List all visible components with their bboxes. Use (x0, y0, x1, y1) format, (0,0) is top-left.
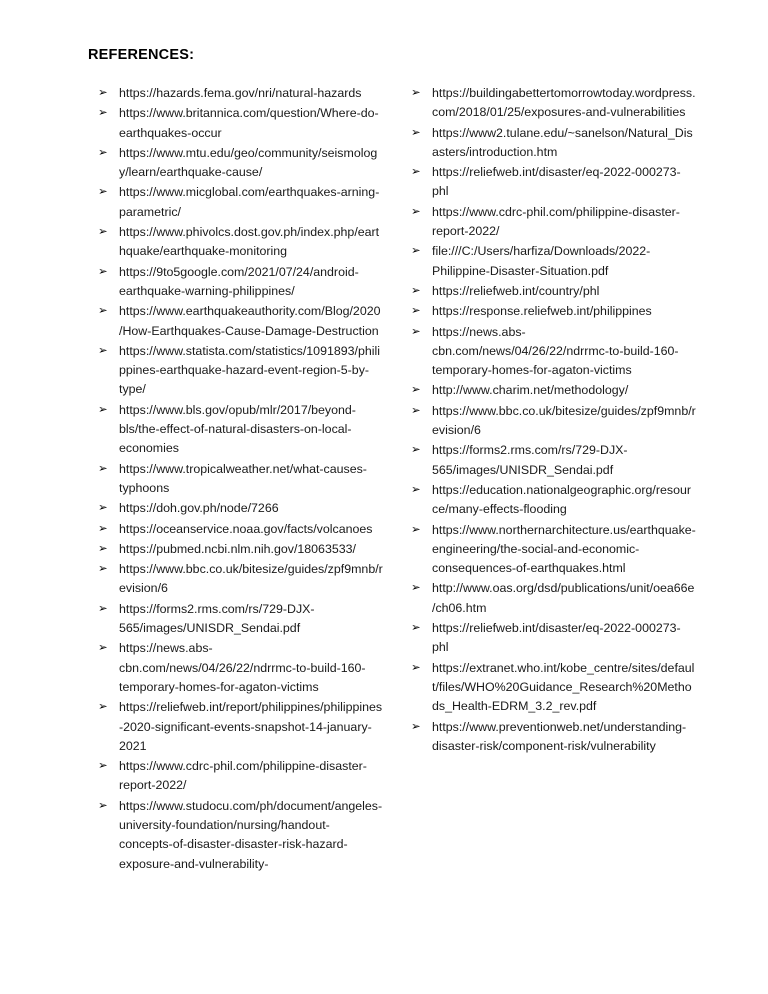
reference-item (401, 521, 696, 579)
arrow-bullet-icon: ➢ (98, 760, 108, 773)
reference-item (88, 183, 383, 222)
reference-link[interactable]: https://oceanservice.noaa.gov/facts/volcanoes (119, 521, 373, 536)
reference-link[interactable]: https://www.micglobal.com/earthquakes-arning-parametric/ (119, 185, 380, 219)
reference-item (401, 163, 696, 202)
reference-item (88, 540, 383, 559)
arrow-bullet-icon: ➢ (411, 720, 421, 733)
arrow-bullet-icon: ➢ (411, 166, 421, 179)
reference-item (88, 639, 383, 697)
reference-link[interactable]: https://www2.tulane.edu/~sanelson/Natural_Disasters/introduction.htm (432, 125, 693, 159)
reference-link[interactable]: https://www.bbc.co.uk/bitesize/guides/zpf9mnb/revision/6 (119, 562, 383, 596)
arrow-bullet-icon: ➢ (411, 205, 421, 218)
reference-item (88, 84, 383, 103)
arrow-bullet-icon: ➢ (411, 284, 421, 297)
reference-item (401, 84, 696, 123)
arrow-bullet-icon: ➢ (411, 523, 421, 536)
reference-link[interactable]: https://www.bbc.co.uk/bitesize/guides/zpf9mnb/revision/6 (432, 403, 696, 438)
arrow-bullet-icon: ➢ (411, 444, 421, 457)
references-column-right (401, 84, 696, 875)
reference-item (401, 203, 696, 242)
reference-item (88, 104, 383, 143)
arrow-bullet-icon: ➢ (411, 384, 421, 397)
reference-item (401, 124, 696, 163)
reference-item (401, 718, 696, 757)
reference-list-left (88, 84, 383, 874)
reference-item (88, 302, 383, 341)
arrow-bullet-icon: ➢ (98, 107, 108, 120)
reference-link[interactable]: https://doh.gov.ph/node/7266 (119, 501, 279, 516)
reference-link[interactable]: https://www.statista.com/statistics/1091893/philippines-earthquake-hazard-event-region-5-by-type/ (119, 343, 381, 397)
reference-link[interactable]: https://news.abs-cbn.com/news/04/26/22/ndrrmc-to-build-160-temporary-homes-for-agaton-victims (119, 641, 366, 694)
arrow-bullet-icon: ➢ (98, 602, 108, 615)
reference-link[interactable]: https://buildingabettertomorrowtoday.wordpress.com/2018/01/25/exposures-and-vulnerabilities (432, 86, 696, 120)
arrow-bullet-icon: ➢ (411, 126, 421, 139)
reference-item (88, 263, 383, 302)
reference-item (401, 481, 696, 520)
reference-link[interactable]: https://hazards.fema.gov/nri/natural-hazards (119, 86, 362, 100)
reference-item (401, 242, 696, 281)
reference-link[interactable]: https://www.studocu.com/ph/document/angeles-university-foundation/nursing/handout-concepts-of-disaster-disaster-risk-hazard-exposure-and-vulnerability- (119, 798, 383, 871)
arrow-bullet-icon: ➢ (98, 502, 108, 515)
reference-link[interactable]: https://forms2.rms.com/rs/729-DJX-565/images/UNISDR_Sendai.pdf (119, 601, 315, 636)
reference-link[interactable]: https://pubmed.ncbi.nlm.nih.gov/18063533/ (119, 541, 356, 556)
arrow-bullet-icon: ➢ (411, 404, 421, 417)
reference-item (88, 144, 383, 183)
reference-link[interactable]: https://www.preventionweb.net/understanding-disaster-risk/component-risk/vulnerability (432, 719, 687, 753)
reference-item (88, 698, 383, 756)
reference-item (88, 560, 383, 599)
arrow-bullet-icon: ➢ (98, 403, 108, 416)
arrow-bullet-icon: ➢ (98, 642, 108, 655)
arrow-bullet-icon: ➢ (98, 186, 108, 199)
reference-link[interactable]: https://news.abs-cbn.com/news/04/26/22/ndrrmc-to-build-160-temporary-homes-for-agaton-victims (432, 324, 679, 378)
arrow-bullet-icon: ➢ (411, 622, 421, 635)
arrow-bullet-icon: ➢ (98, 87, 108, 99)
reference-item (401, 619, 696, 658)
arrow-bullet-icon: ➢ (98, 462, 108, 475)
reference-link[interactable]: https://www.cdrc-phil.com/philippine-disaster-report-2022/ (119, 759, 367, 793)
reference-item (88, 757, 383, 796)
reference-list-right (401, 84, 696, 756)
reference-item (401, 441, 696, 480)
reference-item (401, 282, 696, 301)
reference-link[interactable]: https://extranet.who.int/kobe_centre/sites/default/files/WHO%20Guidance_Research%20Methods_Health-EDRM_3.2_rev.pdf (432, 660, 695, 714)
reference-link[interactable]: https://www.cdrc-phil.com/philippine-disaster-report-2022/ (432, 204, 680, 239)
arrow-bullet-icon: ➢ (98, 701, 108, 714)
references-column-left (88, 84, 383, 875)
reference-link[interactable]: https://reliefweb.int/disaster/eq-2022-000273-phl (432, 621, 681, 655)
reference-item (88, 520, 383, 539)
arrow-bullet-icon: ➢ (98, 305, 108, 318)
reference-item (88, 797, 383, 874)
reference-link[interactable]: https://www.mtu.edu/geo/community/seismology/learn/earthquake-cause/ (119, 145, 378, 180)
reference-link[interactable]: https://education.nationalgeographic.org/resource/many-effects-flooding (432, 482, 691, 517)
reference-link[interactable]: https://www.tropicalweather.net/what-causes-typhoons (119, 461, 367, 495)
reference-link[interactable]: https://reliefweb.int/country/phl (432, 283, 600, 298)
arrow-bullet-icon: ➢ (411, 305, 421, 318)
arrow-bullet-icon: ➢ (411, 325, 421, 338)
reference-item (401, 579, 696, 618)
reference-link[interactable]: http://www.charim.net/methodology/ (432, 383, 629, 398)
reference-link[interactable]: http://www.oas.org/dsd/publications/unit/oea66e/ch06.htm (432, 581, 695, 615)
reference-item (88, 460, 383, 499)
arrow-bullet-icon: ➢ (98, 146, 108, 159)
reference-link[interactable]: https://9to5google.com/2021/07/24/android-earthquake-warning-philippines/ (119, 264, 359, 298)
arrow-bullet-icon: ➢ (98, 542, 108, 555)
reference-link[interactable]: file:///C:/Users/harfiza/Downloads/2022-Philippine-Disaster-Situation.pdf (432, 244, 651, 278)
arrow-bullet-icon: ➢ (411, 582, 421, 595)
arrow-bullet-icon: ➢ (98, 344, 108, 357)
arrow-bullet-icon: ➢ (411, 87, 421, 99)
reference-item (401, 302, 696, 321)
reference-link[interactable]: https://forms2.rms.com/rs/729-DJX-565/images/UNISDR_Sendai.pdf (432, 443, 628, 477)
arrow-bullet-icon: ➢ (98, 563, 108, 576)
reference-item (88, 223, 383, 262)
reference-link[interactable]: https://www.britannica.com/question/Where-do-earthquakes-occur (119, 106, 379, 140)
reference-item (88, 499, 383, 518)
arrow-bullet-icon: ➢ (98, 799, 108, 812)
reference-item (401, 323, 696, 381)
reference-link[interactable]: https://www.earthquakeauthority.com/Blog/2020/How-Earthquakes-Cause-Damage-Destruction (119, 304, 381, 338)
reference-link[interactable]: https://reliefweb.int/report/philippines/philippines-2020-significant-events-snapshot-14-january-2021 (119, 700, 383, 753)
reference-item (401, 381, 696, 400)
arrow-bullet-icon: ➢ (98, 522, 108, 535)
arrow-bullet-icon: ➢ (411, 661, 421, 674)
arrow-bullet-icon: ➢ (98, 265, 108, 278)
page-title: REFERENCES: (88, 47, 195, 63)
arrow-bullet-icon: ➢ (98, 226, 108, 239)
reference-link[interactable]: https://www.phivolcs.dost.gov.ph/index.php/earthquake/earthquake-monitoring (119, 225, 380, 259)
arrow-bullet-icon: ➢ (411, 483, 421, 496)
reference-link[interactable]: https://www.northernarchitecture.us/earthquake-engineering/the-social-and-economic-consequences-of-earthquakes.html (432, 522, 696, 576)
reference-item (88, 342, 383, 400)
reference-item (401, 402, 696, 441)
reference-link[interactable]: https://reliefweb.int/disaster/eq-2022-000273-phl (432, 165, 681, 199)
reference-item (401, 659, 696, 717)
reference-link[interactable]: https://www.bls.gov/opub/mlr/2017/beyond-bls/the-effect-of-natural-disasters-on-local-economies (119, 402, 356, 456)
reference-link[interactable]: https://response.reliefweb.int/philippines (432, 304, 652, 319)
reference-item (88, 401, 383, 459)
arrow-bullet-icon: ➢ (411, 245, 421, 258)
reference-item (88, 600, 383, 639)
references-columns (88, 84, 696, 875)
